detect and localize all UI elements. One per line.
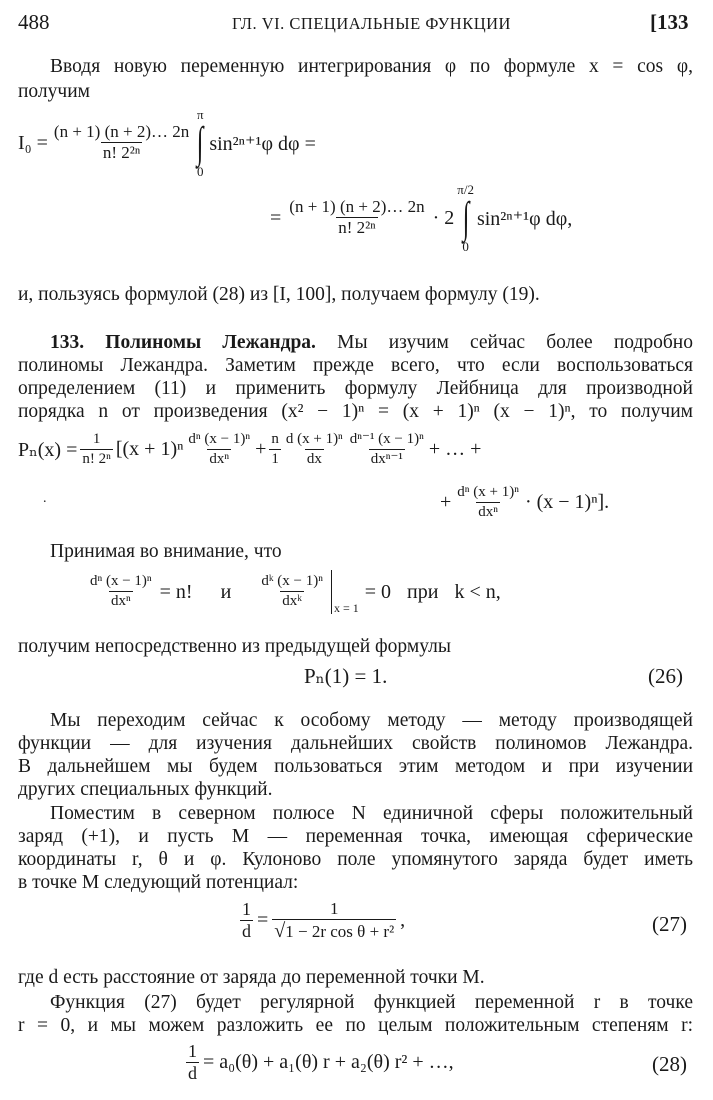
fraction [240,900,253,942]
fraction-denominator: n! 2²ⁿ [338,218,376,238]
paragraph-line: функции — для изучения дальнейших свойств полиномов Лежандра. [18,733,693,754]
fraction-numerator: 1 [242,899,251,919]
fraction-denominator: dxⁿ [209,450,230,467]
fraction-numerator: (n + 1) (n + 2)… 2n [53,122,190,142]
paragraph-text: Мы изучим сейчас более подробно [337,332,693,353]
section-heading: 133. Полиномы Лежандра. [50,332,316,353]
equation-rhs: = n! [159,580,193,603]
paragraph-line: других специальных функций. [18,779,273,800]
fraction-numerator: dⁿ⁻¹ (x − 1)ⁿ [349,431,424,447]
paragraph-line: определением (11) и применить формулу Лейбница для производной [18,378,693,399]
radicand: 1 − 2r cos θ + r² [285,921,395,941]
equation-i0-line2 [270,183,572,253]
fraction-denominator: dxⁿ⁻¹ [370,450,403,467]
paragraph-line: в точке M следующий потенциал: [18,872,299,893]
paragraph-line: В дальнейшем мы будем пользоваться этим методом и при изучении [18,756,693,777]
fraction-denominator: dx [306,450,322,467]
paragraph-line: получим [18,81,90,102]
fraction [348,432,426,467]
integral [194,108,206,178]
fraction-numerator: dᵏ (x − 1)ⁿ [261,573,323,590]
integral-lower-limit: 0 [462,239,469,254]
fraction-denominator [272,919,396,941]
integral-sign-icon: ∫ [196,118,204,167]
fraction [88,574,154,609]
conjunction: и [220,580,232,603]
fraction-numerator: 1 [92,431,101,447]
stray-dot: . [43,491,47,506]
equation-pn-line2 [440,485,609,520]
section-first-line [50,330,693,355]
fraction [80,432,112,467]
paragraph-line: получим непосредственно из предыдущей формулы [18,636,451,657]
fraction [272,900,396,941]
equals-sign: = [270,206,282,229]
integrand: sin²ⁿ⁺¹φ dφ, [476,207,573,230]
integral-sign-icon: ∫ [462,193,469,242]
coefficient: · 2 [432,206,455,229]
equation-28 [186,1042,454,1084]
paragraph-line: r = 0, и мы можем разложить ее по целым положительным степеням r: [18,1015,693,1036]
equation-pn-line1 [18,432,481,467]
equation-lhs: Pₙ(x) = [18,439,78,462]
evaluation-bar [331,570,359,614]
fraction-denominator: d [242,920,251,941]
fraction-numerator: dⁿ (x − 1)ⁿ [188,431,251,447]
fraction [52,123,191,163]
equals-sign: = [257,909,269,932]
paragraph-line: заряд (+1), и пусть M — переменная точка, имеющая сферические [18,826,693,847]
integral-upper-limit: π [196,107,204,122]
equation-number: (27) [652,912,687,936]
fraction [284,432,345,467]
equation-rhs: = 0 [364,580,392,603]
paragraph-line: координаты r, θ и φ. Кулоново поле упомянутого заряда будет иметь [18,849,693,870]
integral-lower-limit: 0 [197,164,204,179]
square-root-icon: √ [274,920,286,943]
equation-26: Pₙ(1) = 1. [304,664,388,688]
paragraph-line: Принимая во внимание, что [50,541,282,562]
integrand: sin²ⁿ⁺¹φ dφ = [209,132,316,155]
fraction [269,432,281,467]
fraction [287,198,426,238]
term: + … + [428,438,482,461]
paragraph-line: Мы переходим сейчас к особому методу — методу производящей [50,710,693,731]
fraction-denominator: n! 2ⁿ [82,450,111,467]
fraction-numerator: dⁿ (x − 1)ⁿ [90,573,152,590]
fraction-denominator: 1 [271,450,279,467]
evaluation-point: x = 1 [333,601,359,615]
fraction-denominator: n! 2²ⁿ [102,143,141,163]
fraction-denominator: d [188,1062,197,1083]
fraction-denominator: dxⁿ [110,593,131,610]
paragraph-line: Вводя новую переменную интегрирования φ по формуле x = cos φ, [50,56,693,77]
punctuation: , [400,909,406,932]
term: · (x − 1)ⁿ]. [524,491,610,514]
paragraph-line: полиномы Лежандра. Заметим прежде всего, что если воспользоваться [18,355,693,376]
operator: + [440,491,452,514]
integral-upper-limit: π/2 [457,182,474,197]
equation-i0-line1 [18,108,316,178]
paragraph-line: Функция (27) будет регулярной функцией переменной r в точке [50,992,693,1013]
fraction [186,1042,199,1084]
operator: + [255,438,267,461]
paragraph-line: порядка n от произведения (x² − 1)ⁿ = (x + 1)ⁿ (x − 1)ⁿ, то получим [18,401,693,422]
paragraph-line: Поместим в северном полюсе N единичной сферы положительный [50,803,693,824]
section-reference: [133 [650,10,689,34]
term: [(x + 1)ⁿ [115,438,184,461]
fraction-numerator: (n + 1) (n + 2)… 2n [289,197,425,217]
integral [457,183,474,253]
fraction-denominator: dxᵏ [282,593,302,610]
running-title: ГЛ. VI. СПЕЦИАЛЬНЫЕ ФУНКЦИИ [232,14,511,33]
fraction-numerator: n [271,431,279,447]
paragraph-line: где d есть расстояние от заряда до переменной точки M. [18,967,485,988]
conjunction: при [407,580,439,603]
equation-rhs: = a₀(θ) + a₁(θ) r + a₂(θ) r² + …, [203,1051,454,1074]
fraction-denominator: dxⁿ [478,503,498,520]
fraction-numerator: 1 [188,1041,197,1061]
equation-number: (28) [652,1052,687,1076]
equation-27 [240,900,405,942]
equation-number: (26) [648,664,683,688]
fraction-numerator: 1 [329,899,339,919]
page-number: 488 [18,10,50,34]
fraction [455,485,521,520]
condition: k < n, [454,580,501,603]
fraction-numerator: dⁿ (x + 1)ⁿ [457,484,519,500]
equation-conditions [88,570,501,614]
fraction [186,432,252,467]
fraction [259,574,325,609]
fraction-numerator: d (x + 1)ⁿ [285,431,343,447]
equation-lhs: I₀ = [18,131,48,154]
paragraph-line: и, пользуясь формулой (28) из [I, 100], получаем формулу (19). [18,284,540,305]
